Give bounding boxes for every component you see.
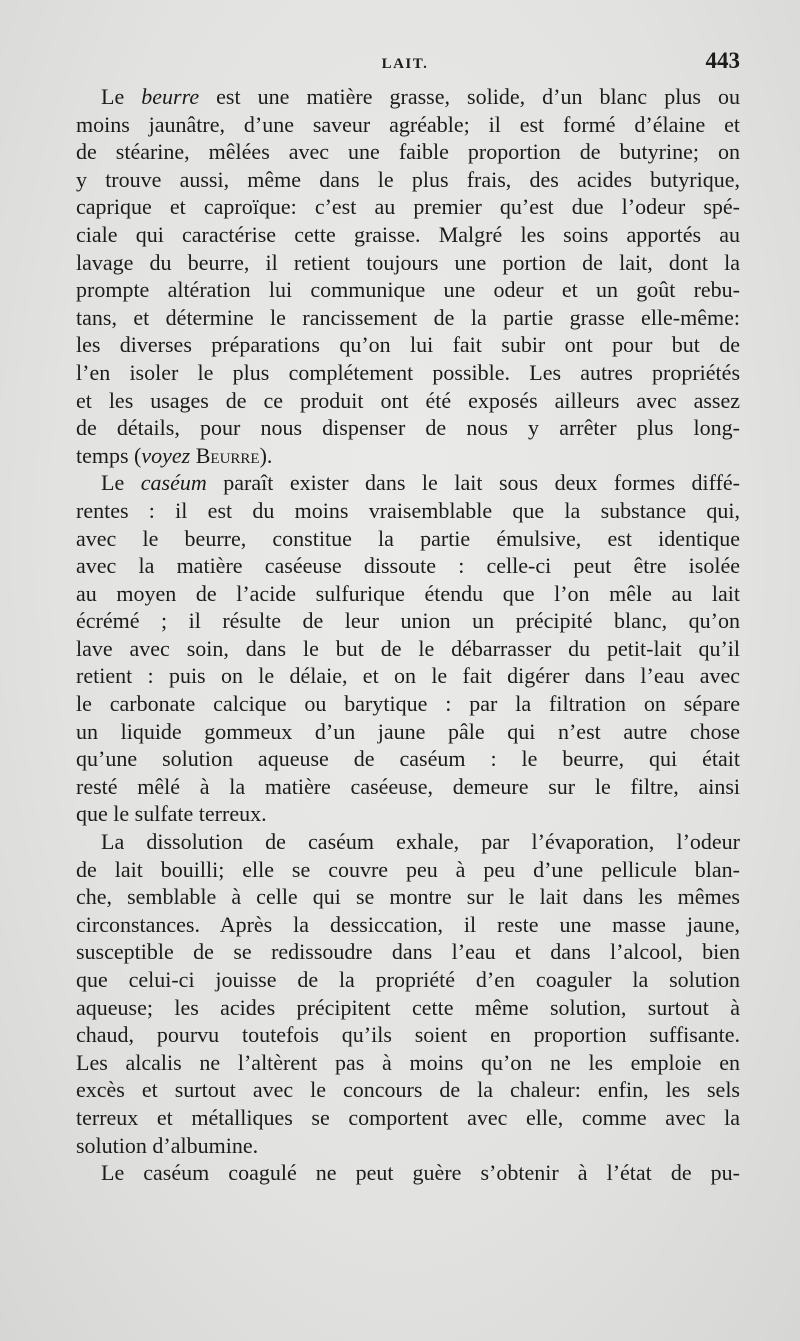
text-line: [76, 193, 740, 221]
text-run: Le: [101, 84, 142, 109]
text-line: [76, 1021, 740, 1049]
text-run: temps (: [76, 442, 142, 468]
running-head: [0, 48, 800, 78]
text-line: [76, 607, 740, 635]
text-line: [76, 221, 740, 249]
paragraph: [76, 828, 740, 1159]
text-run: tans, et détermine le rancissement de la partie grasse elle-même:: [76, 304, 740, 330]
text-run: chaud, pourvu toutefois qu’ils soient en proportion suffisante.: [76, 1022, 740, 1048]
text-line: [76, 138, 740, 166]
text-line: [76, 856, 740, 884]
text-line: [76, 249, 740, 277]
text-run: l’en isoler le plus complétement possible. Les autres propriétés: [76, 359, 740, 385]
text-line: [76, 1076, 740, 1104]
text-run: rentes : il est du moins vraisemblable que la substance qui,: [76, 497, 740, 523]
text-line: [76, 497, 740, 525]
text-line: [76, 883, 740, 911]
text-line: [76, 442, 740, 470]
text-line: [76, 1132, 740, 1160]
text-line: [76, 469, 740, 497]
text-line: [76, 276, 740, 304]
text-run: che, semblable à celle qui se montre sur le lait dans les mêmes: [76, 884, 740, 910]
text-run: excès et surtout avec le concours de la chaleur: enfin, les sels: [76, 1077, 740, 1103]
text-run: y trouve aussi, même dans le plus frais, des acides butyrique,: [76, 166, 740, 192]
text-run: solution d’albumine.: [76, 1132, 259, 1158]
text-line: [76, 911, 740, 939]
text-run: avec le beurre, constitue la partie émulsive, est identique: [76, 525, 740, 551]
text-run: que celui-ci jouisse de la propriété d’en coaguler la solution: [76, 967, 740, 992]
paragraph: [76, 83, 740, 469]
text-run: Le: [101, 470, 141, 496]
text-run: moins jaunâtre, d’une saveur agréable; il est formé d’élaine et: [76, 111, 740, 137]
text-run: au moyen de l’acide sulfurique étendu que l’on mêle au lait: [76, 580, 740, 606]
text-run: aqueuse; les acides précipitent cette même solution, surtout à: [76, 994, 740, 1020]
text-run: et les usages de ce produit ont été exposés ailleurs avec assez: [76, 387, 740, 413]
text-run: circonstances. Après la dessiccation, il reste une masse jaune,: [76, 911, 740, 937]
text-line: [76, 1159, 740, 1187]
text-line: [76, 1104, 740, 1132]
text-line: [76, 938, 740, 966]
text-line: [76, 304, 740, 332]
text-run: écrémé ; il résulte de leur union un précipité blanc, qu’on: [76, 608, 740, 634]
text-run: Beurre: [195, 442, 260, 468]
text-line: [76, 690, 740, 718]
text-line: [76, 111, 740, 139]
text-run: lave avec soin, dans le but de le débarrasser du petit-lait qu’il: [76, 635, 740, 661]
text-line: [76, 359, 740, 387]
text-run: voyez: [141, 442, 191, 468]
body-text: [76, 83, 740, 1187]
text-run: qu’une solution aqueuse de caséum : le beurre, qui était: [76, 746, 740, 772]
text-run: le carbonate calcique ou barytique : par la filtration on sépare: [76, 691, 740, 717]
text-run: caprique et caproïque: c’est au premier qu’est due l’odeur spé-: [76, 194, 740, 220]
text-line: [76, 525, 740, 553]
text-run: un liquide gommeux d’un jaune pâle qui n’est autre chose: [76, 718, 740, 744]
text-run: beurre: [141, 84, 200, 109]
running-title: LAIT.: [381, 56, 429, 72]
text-run: avec la matière caséeuse dissoute : celle-ci peut être isolée: [76, 553, 740, 579]
text-run: de lait bouilli; elle se couvre peu à peu d’une pellicule blan-: [76, 856, 740, 882]
text-run: Les alcalis ne l’altèrent pas à moins qu’on ne les emploie en: [76, 1049, 740, 1075]
text-line: [76, 635, 740, 663]
text-run: paraît exister dans le lait sous deux formes diffé-: [206, 470, 740, 496]
text-run: resté mêlé à la matière caséeuse, demeure sur le filtre, ainsi: [76, 773, 740, 799]
text-line: [76, 745, 740, 773]
text-line: [76, 580, 740, 608]
paragraph: [76, 1159, 740, 1187]
text-line: [76, 414, 740, 442]
text-run: de stéarine, mêlées avec une faible proportion de butyrine; on: [76, 139, 740, 165]
text-line: [76, 966, 740, 994]
text-line: [76, 552, 740, 580]
text-line: [76, 662, 740, 690]
text-line: [76, 800, 740, 828]
text-run: les diverses préparations qu’on lui fait subir ont pour but de: [76, 332, 740, 358]
text-line: [76, 994, 740, 1022]
text-line: [76, 1049, 740, 1077]
text-run: est une matière grasse, solide, d’un blanc plus ou: [199, 84, 740, 109]
text-line: [76, 718, 740, 746]
text-run: retient : puis on le délaie, et on le fait digérer dans l’eau avec: [76, 663, 740, 689]
text-run: La dissolution de caséum exhale, par l’évaporation, l’odeur: [101, 829, 740, 855]
text-line: [76, 83, 740, 111]
text-run: terreux et métalliques se comportent avec elle, comme avec la: [76, 1104, 740, 1130]
text-run: susceptible de se redissoudre dans l’eau et dans l’alcool, bien: [76, 939, 740, 965]
text-run: Le caséum coagulé ne peut guère s’obtenir à l’état de pu-: [101, 1160, 740, 1186]
paragraph: [76, 469, 740, 828]
text-run: que le sulfate terreux.: [76, 801, 267, 827]
text-run: caséum: [140, 470, 207, 496]
text-line: [76, 773, 740, 801]
text-run: de détails, pour nous dispenser de nous y arrêter plus long-: [76, 415, 740, 441]
text-run: prompte altération lui communique une odeur et un goût rebu-: [76, 277, 740, 303]
text-line: [76, 828, 740, 856]
text-run: lavage du beurre, il retient toujours une portion de lait, dont la: [76, 249, 740, 275]
text-line: [76, 166, 740, 194]
text-line: [76, 331, 740, 359]
text-run: ).: [259, 442, 273, 468]
text-line: [76, 387, 740, 415]
text-run: ciale qui caractérise cette graisse. Malgré les soins apportés au: [76, 221, 740, 247]
page-number: 443: [705, 48, 740, 73]
